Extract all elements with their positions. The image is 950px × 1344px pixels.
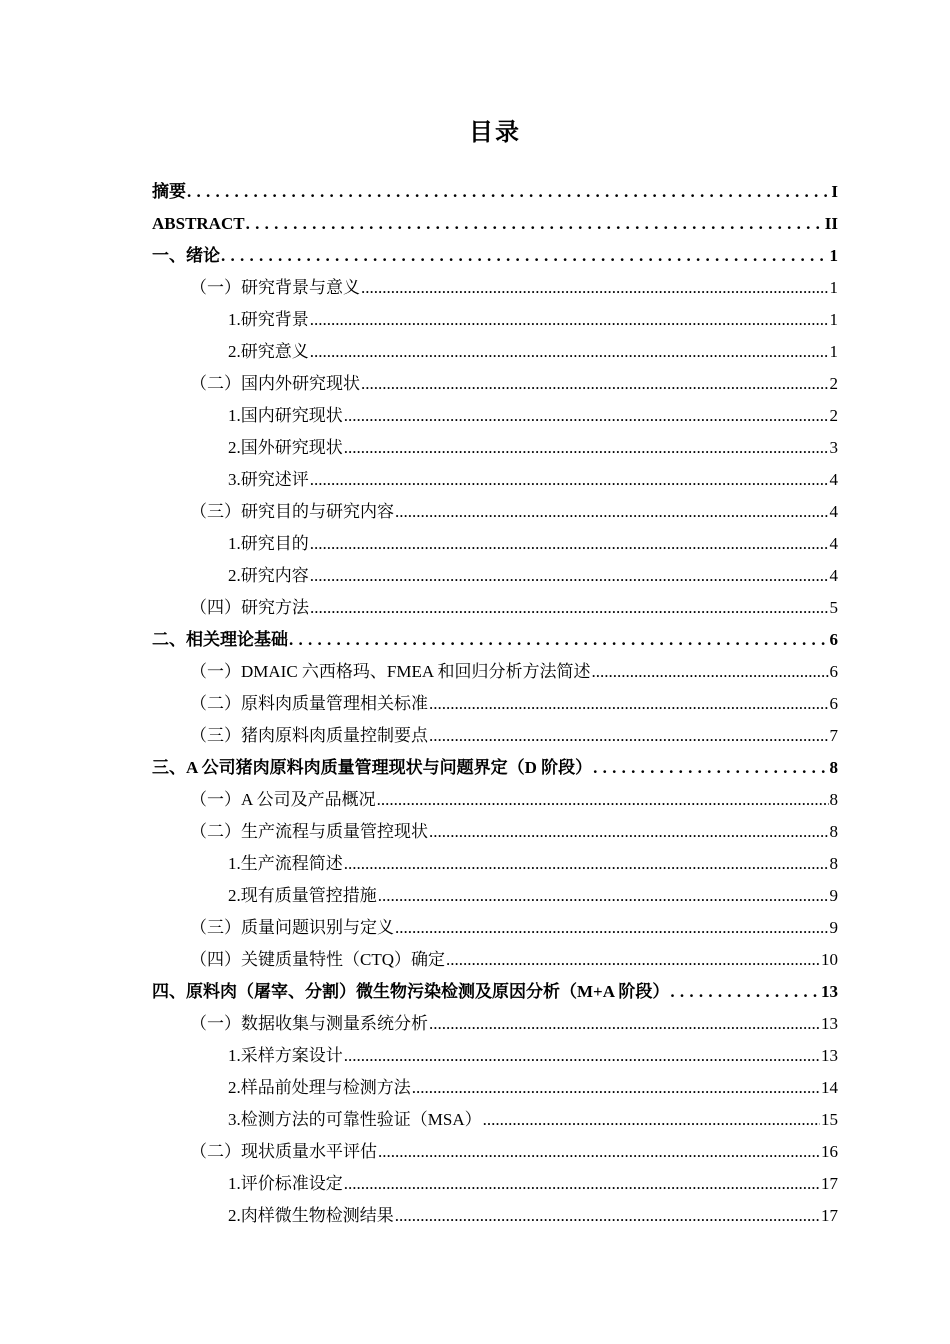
toc-entry-page-number: 1 xyxy=(829,278,838,297)
toc-entry-page-number: 1 xyxy=(829,246,838,265)
toc-entry-label: 1.研究背景 xyxy=(228,310,309,329)
toc-entry[interactable] xyxy=(152,848,838,880)
toc-entry-label: （二）现状质量水平评估 xyxy=(190,1142,377,1161)
toc-entry-label: （三）猪肉原料肉质量控制要点 xyxy=(190,726,428,745)
toc-entry-page-number: 7 xyxy=(829,726,838,745)
toc-entry-label: 1.研究目的 xyxy=(228,534,309,553)
toc-dot-leader xyxy=(395,1200,820,1232)
toc-entry-page-number: 14 xyxy=(821,1078,838,1097)
toc-entry-label: 1.国内研究现状 xyxy=(228,406,343,425)
toc-entry[interactable] xyxy=(152,784,838,816)
toc-dot-leader xyxy=(310,528,829,560)
toc-entry-page-number: 5 xyxy=(829,598,838,617)
toc-entry-label: （一）A 公司及产品概况 xyxy=(190,790,376,809)
toc-dot-leader xyxy=(446,944,820,976)
toc-dot-leader xyxy=(310,336,829,368)
toc-entry-page-number: 17 xyxy=(821,1174,838,1193)
toc-entry-label: 摘要 xyxy=(152,182,186,201)
toc-entry-page-number: 8 xyxy=(829,758,838,777)
toc-entry-page-number: 15 xyxy=(821,1110,838,1129)
toc-dot-leader xyxy=(483,1104,820,1136)
toc-dot-leader xyxy=(591,656,828,688)
toc-entry[interactable] xyxy=(152,944,838,976)
toc-entry[interactable] xyxy=(152,720,838,752)
toc-entry[interactable] xyxy=(152,624,838,656)
toc-entry[interactable] xyxy=(152,816,838,848)
toc-dot-leader xyxy=(395,912,829,944)
toc-entry-label: ABSTRACT xyxy=(152,214,245,233)
table-of-contents xyxy=(152,176,838,1232)
toc-dot-leader xyxy=(344,400,829,432)
toc-dot-leader xyxy=(344,432,829,464)
toc-entry-page-number: I xyxy=(831,182,838,201)
toc-entry-label: （三）研究目的与研究内容 xyxy=(190,502,394,521)
toc-entry[interactable] xyxy=(152,1008,838,1040)
toc-entry-page-number: 17 xyxy=(821,1206,838,1225)
toc-entry-page-number: 3 xyxy=(829,438,838,457)
toc-entry-label: 2.现有质量管控措施 xyxy=(228,886,377,905)
toc-entry[interactable] xyxy=(152,912,838,944)
toc-entry-label: （一）研究背景与意义 xyxy=(190,278,360,297)
toc-dot-leader xyxy=(310,560,829,592)
toc-entry-label: （四）研究方法 xyxy=(190,598,309,617)
toc-entry-page-number: II xyxy=(824,214,838,233)
toc-entry-page-number: 13 xyxy=(821,1046,838,1065)
toc-entry[interactable] xyxy=(152,1040,838,1072)
toc-entry-page-number: 4 xyxy=(829,470,838,489)
toc-entry-page-number: 1 xyxy=(829,342,838,361)
toc-dot-leader xyxy=(412,1072,820,1104)
toc-entry-label: 3.检测方法的可靠性验证（MSA） xyxy=(228,1110,482,1129)
toc-dot-leader xyxy=(187,176,830,208)
toc-entry-label: （二）生产流程与质量管控现状 xyxy=(190,822,428,841)
toc-entry-label: 二、相关理论基础 xyxy=(152,630,288,649)
toc-entry-label: 1.评价标准设定 xyxy=(228,1174,343,1193)
toc-entry-page-number: 4 xyxy=(829,566,838,585)
toc-entry-label: 2.研究内容 xyxy=(228,566,309,585)
toc-entry-label: （三）质量问题识别与定义 xyxy=(190,918,394,937)
toc-dot-leader xyxy=(344,848,829,880)
toc-entry[interactable] xyxy=(152,560,838,592)
toc-entry[interactable] xyxy=(152,304,838,336)
toc-entry-label: 3.研究述评 xyxy=(228,470,309,489)
toc-entry-page-number: 13 xyxy=(821,1014,838,1033)
toc-entry-label: 2.样品前处理与检测方法 xyxy=(228,1078,411,1097)
toc-entry-page-number: 8 xyxy=(829,854,838,873)
toc-entry-label: 1.采样方案设计 xyxy=(228,1046,343,1065)
toc-entry-page-number: 10 xyxy=(821,950,838,969)
toc-dot-leader xyxy=(246,208,824,240)
toc-entry[interactable] xyxy=(152,656,838,688)
toc-entry[interactable] xyxy=(152,336,838,368)
toc-entry-page-number: 4 xyxy=(829,502,838,521)
toc-entry[interactable] xyxy=(152,432,838,464)
toc-entry[interactable] xyxy=(152,368,838,400)
toc-dot-leader xyxy=(670,976,820,1008)
toc-dot-leader xyxy=(429,1008,820,1040)
toc-entry[interactable] xyxy=(152,1072,838,1104)
toc-entry[interactable] xyxy=(152,240,838,272)
toc-entry[interactable] xyxy=(152,1168,838,1200)
toc-dot-leader xyxy=(344,1040,820,1072)
toc-dot-leader xyxy=(310,592,829,624)
toc-dot-leader xyxy=(310,464,829,496)
toc-entry[interactable] xyxy=(152,496,838,528)
toc-entry[interactable] xyxy=(152,208,838,240)
toc-entry-label: （二）国内外研究现状 xyxy=(190,374,360,393)
toc-entry-page-number: 6 xyxy=(829,662,838,681)
toc-entry-page-number: 8 xyxy=(829,790,838,809)
toc-entry[interactable] xyxy=(152,1136,838,1168)
toc-entry-page-number: 16 xyxy=(821,1142,838,1161)
toc-entry-label: （一）数据收集与测量系统分析 xyxy=(190,1014,428,1033)
toc-entry-page-number: 2 xyxy=(829,374,838,393)
toc-dot-leader xyxy=(221,240,829,272)
toc-dot-leader xyxy=(593,752,828,784)
toc-dot-leader xyxy=(361,368,829,400)
toc-entry-label: 一、绪论 xyxy=(152,246,220,265)
toc-entry-label: 三、A 公司猪肉原料肉质量管理现状与问题界定（D 阶段） xyxy=(152,758,593,777)
toc-entry[interactable] xyxy=(152,400,838,432)
toc-entry[interactable] xyxy=(152,976,838,1008)
toc-entry-label: （一）DMAIC 六西格玛、FMEA 和回归分析方法简述 xyxy=(190,662,591,681)
toc-title: 目录 xyxy=(469,118,521,146)
toc-dot-leader xyxy=(395,496,829,528)
toc-dot-leader xyxy=(378,1136,820,1168)
toc-entry-label: 四、原料肉（屠宰、分割）微生物污染检测及原因分析（M+A 阶段） xyxy=(152,982,670,1001)
toc-entry-label: （二）原料肉质量管理相关标准 xyxy=(190,694,428,713)
toc-dot-leader xyxy=(429,720,829,752)
toc-entry-page-number: 1 xyxy=(829,310,838,329)
toc-entry[interactable] xyxy=(152,528,838,560)
toc-entry[interactable] xyxy=(152,1200,838,1232)
toc-entry-label: （四）关键质量特性（CTQ）确定 xyxy=(190,950,445,969)
toc-entry-page-number: 6 xyxy=(829,694,838,713)
toc-entry[interactable] xyxy=(152,592,838,624)
toc-dot-leader xyxy=(310,304,829,336)
toc-entry[interactable] xyxy=(152,176,838,208)
toc-entry-page-number: 2 xyxy=(829,406,838,425)
toc-entry[interactable] xyxy=(152,752,838,784)
toc-dot-leader xyxy=(429,688,829,720)
toc-dot-leader xyxy=(361,272,829,304)
toc-dot-leader xyxy=(429,816,829,848)
toc-entry-page-number: 13 xyxy=(821,982,838,1001)
toc-entry[interactable] xyxy=(152,688,838,720)
toc-dot-leader xyxy=(377,784,829,816)
toc-entry[interactable] xyxy=(152,880,838,912)
toc-entry-label: 2.研究意义 xyxy=(228,342,309,361)
toc-dot-leader xyxy=(378,880,829,912)
toc-entry-page-number: 8 xyxy=(829,822,838,841)
toc-entry[interactable] xyxy=(152,1104,838,1136)
toc-entry[interactable] xyxy=(152,272,838,304)
toc-entry-label: 2.国外研究现状 xyxy=(228,438,343,457)
toc-entry-page-number: 9 xyxy=(829,918,838,937)
toc-dot-leader xyxy=(289,624,829,656)
toc-entry[interactable] xyxy=(152,464,838,496)
toc-entry-page-number: 4 xyxy=(829,534,838,553)
toc-entry-page-number: 6 xyxy=(829,630,838,649)
toc-entry-label: 1.生产流程简述 xyxy=(228,854,343,873)
toc-entry-page-number: 9 xyxy=(829,886,838,905)
toc-entry-label: 2.肉样微生物检测结果 xyxy=(228,1206,394,1225)
toc-dot-leader xyxy=(344,1168,820,1200)
